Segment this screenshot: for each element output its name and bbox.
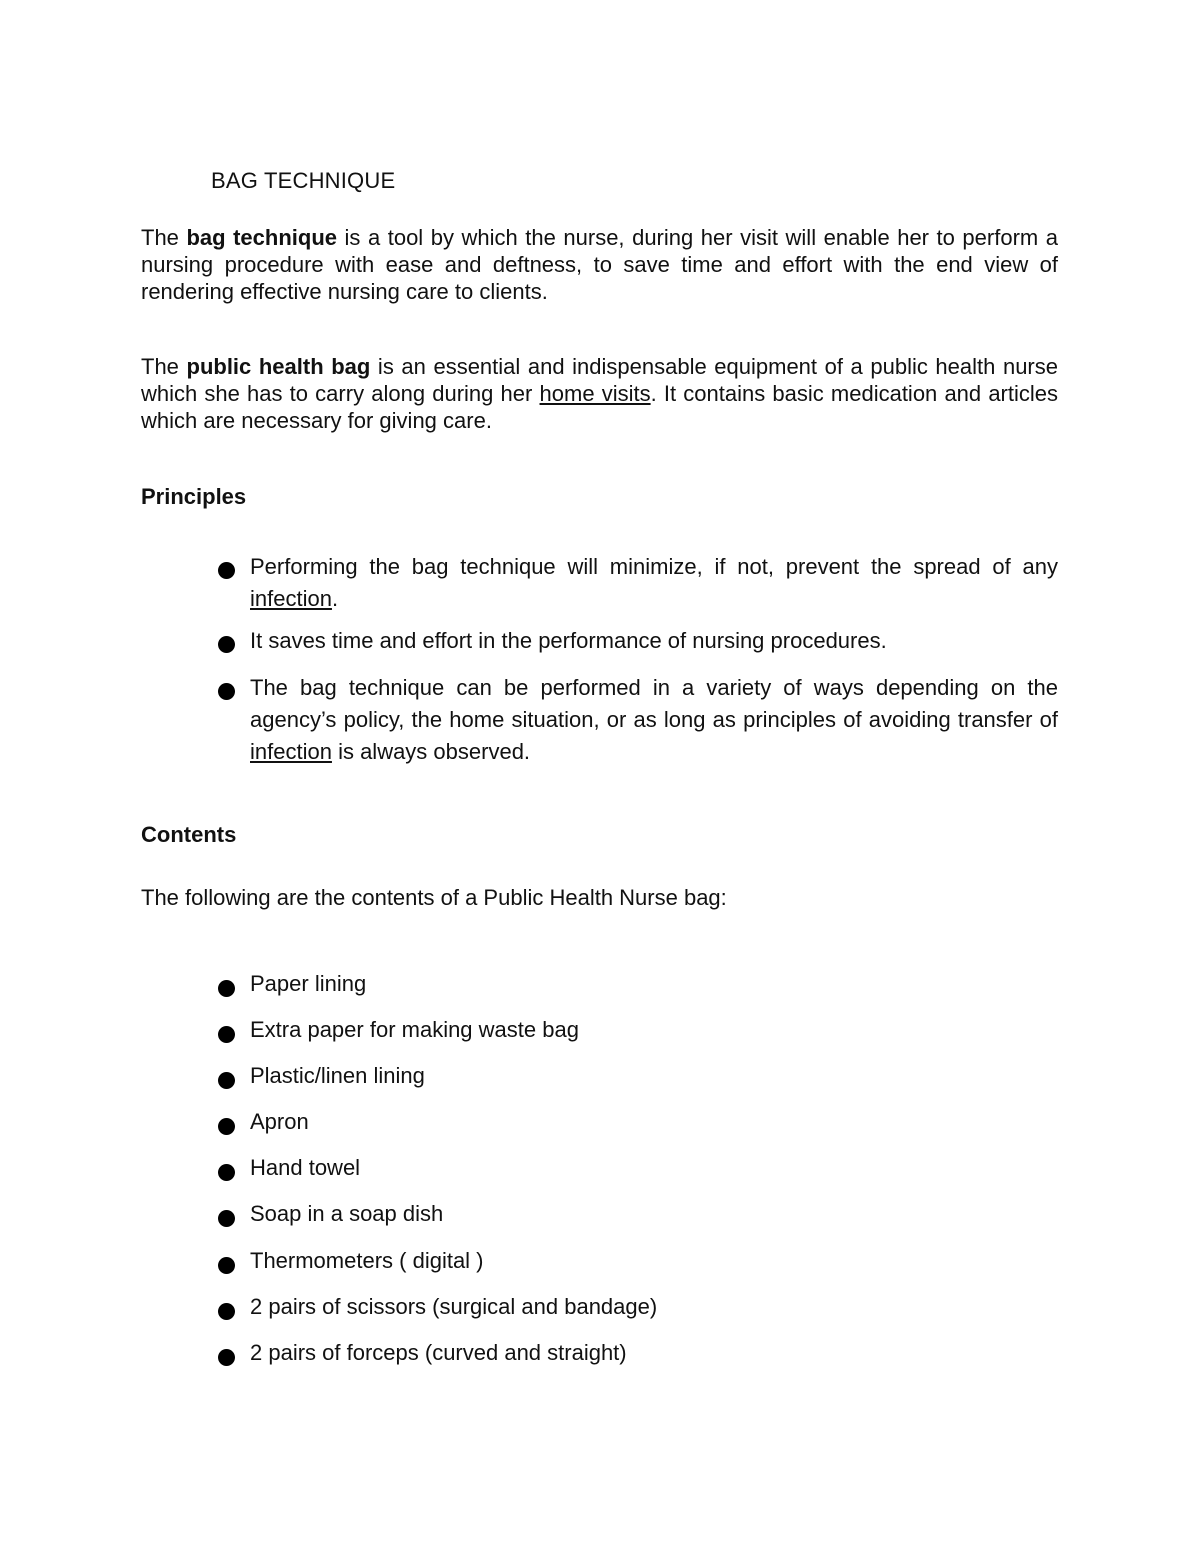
bullet-icon <box>218 1349 235 1366</box>
bag-rest-text: . It contains basic medication and articles which are necessary for giving care. <box>141 381 1059 433</box>
list-item: Apron <box>250 1109 309 1134</box>
list-item: 2 pairs of scissors (surgical and bandage) <box>250 1294 658 1319</box>
bullet-icon <box>218 562 235 579</box>
contents-intro: The following are the contents of a Public Health Nurse bag: <box>141 885 727 910</box>
bullet-icon <box>218 1072 235 1089</box>
list-item: It saves time and effort in the performance of nursing procedures. <box>250 628 887 653</box>
bullet-icon <box>218 683 235 700</box>
definition-prefix: The <box>141 225 187 250</box>
list-item: Paper lining <box>250 971 367 996</box>
list-item: Performing the bag technique will minimize, if not, prevent the spread of any infection. <box>250 554 1058 611</box>
bullet-icon <box>218 636 235 653</box>
list-item: Hand towel <box>250 1155 361 1180</box>
bullet-icon <box>218 1303 235 1320</box>
bag-middle-text: is an essential and indispensable equipment of a public health nurse which she has to carry along during her <box>141 354 1058 406</box>
list-item: The bag technique can be performed in a variety of ways depending on the agency’s policy, the home situation, or as long as principles of avoiding transfer of infection is always observed. <box>250 675 1058 764</box>
list-item: Thermometers ( digital ) <box>250 1248 484 1273</box>
list-item: 2 pairs of forceps (curved and straight) <box>250 1340 627 1365</box>
bullet-icon <box>218 1164 235 1181</box>
list-item: Soap in a soap dish <box>250 1201 444 1226</box>
bullet-icon <box>218 980 235 997</box>
document-title: BAG TECHNIQUE <box>211 168 396 193</box>
definition-term: bag technique <box>186 225 337 250</box>
infection-link[interactable]: infection <box>250 586 332 611</box>
definition-text: is a tool by which the nurse, during her visit will enable her to perform a nursing procedure with ease and deftness, to save time and effort with the end view of rendering effective nursing care to clients. <box>141 225 1058 304</box>
list-item: Plastic/linen lining <box>250 1063 425 1088</box>
principles-heading: Principles <box>141 484 247 509</box>
home-visits-link[interactable]: home visits <box>539 381 651 406</box>
bullet-icon <box>218 1026 235 1043</box>
bullet-icon <box>218 1210 235 1227</box>
public-health-bag-paragraph <box>141 353 1058 434</box>
bullet-icon <box>218 1257 235 1274</box>
contents-heading: Contents <box>141 822 237 847</box>
bag-technique-definition <box>141 224 1058 305</box>
infection-link[interactable]: infection <box>250 739 332 764</box>
bag-prefix: The <box>141 354 187 379</box>
bullet-icon <box>218 1118 235 1135</box>
bag-term: public health bag <box>186 354 371 379</box>
list-item: Extra paper for making waste bag <box>250 1017 579 1042</box>
